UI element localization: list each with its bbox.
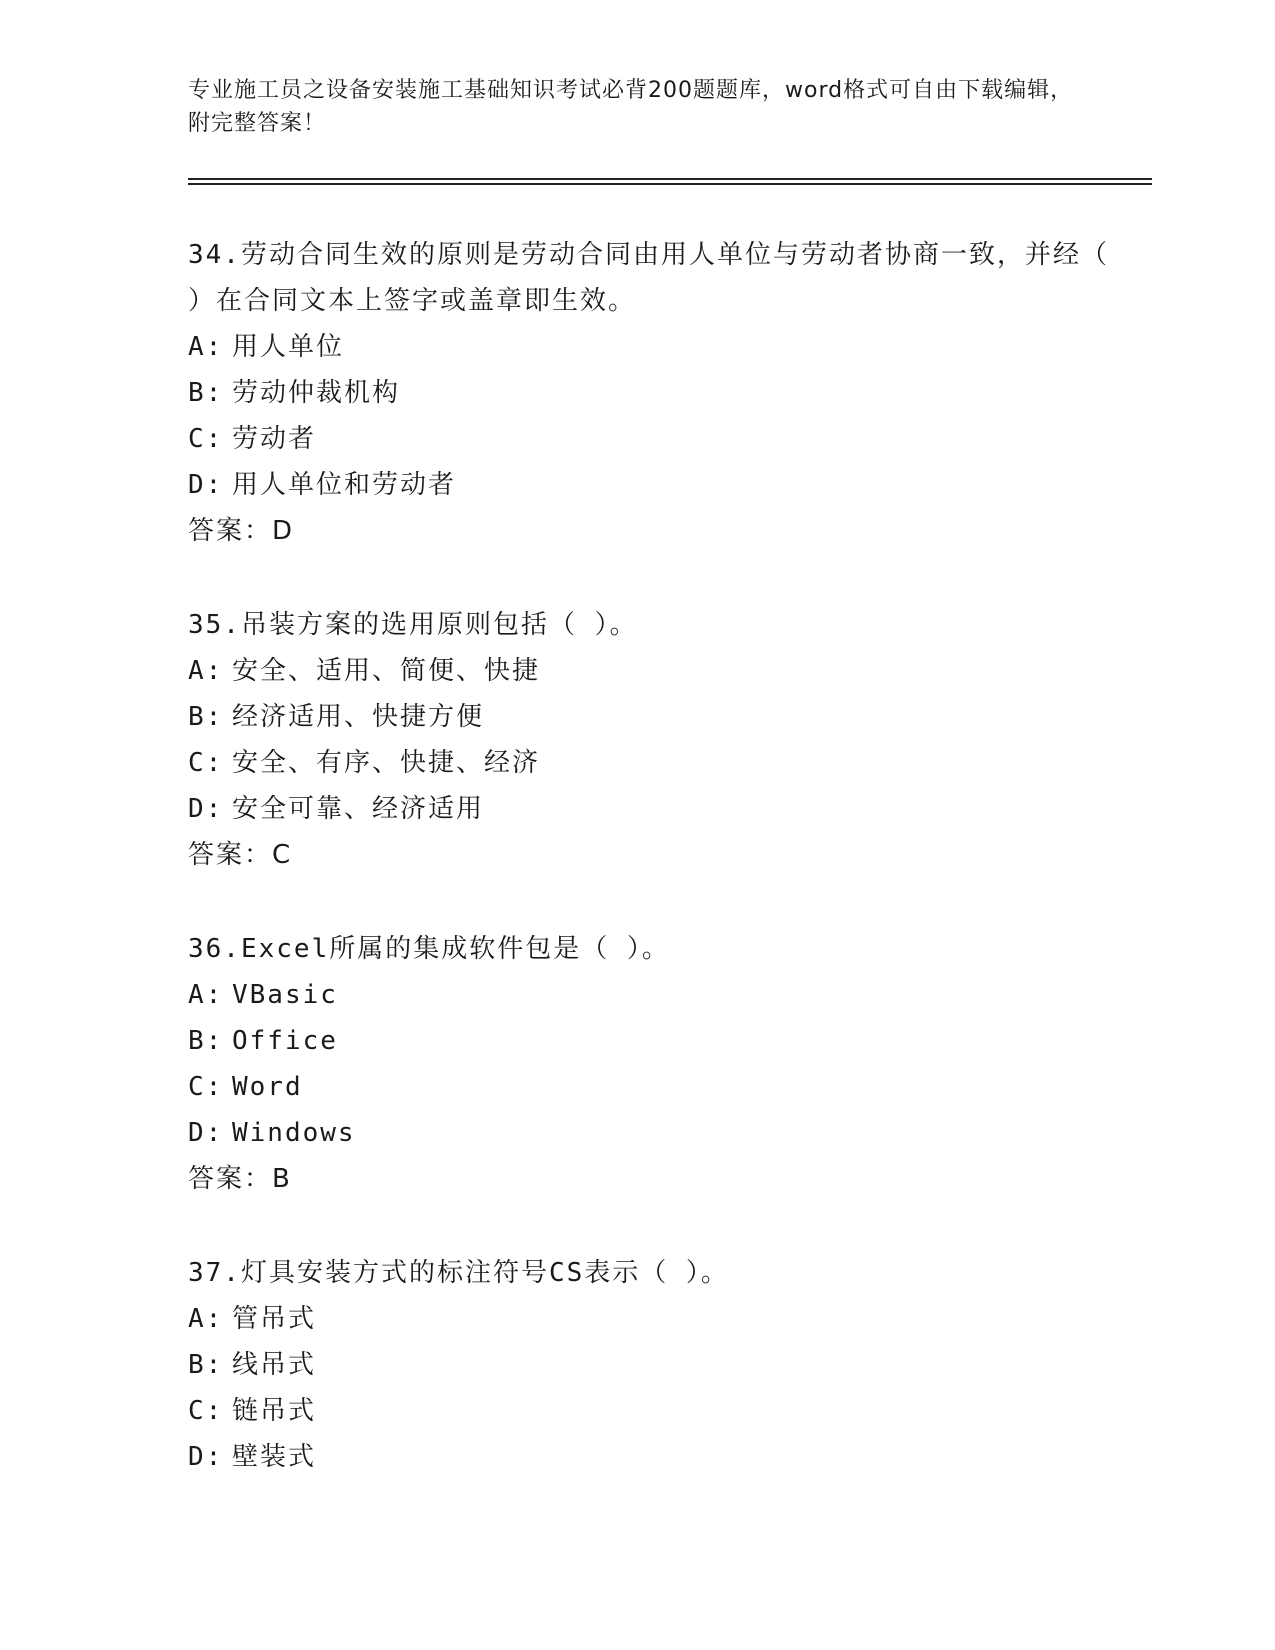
option-letter: C: xyxy=(188,1396,224,1426)
question-35 xyxy=(188,602,1118,878)
question-list xyxy=(188,232,1118,1528)
question-34 xyxy=(188,232,1118,554)
option-d xyxy=(188,462,1118,508)
question-stem: 36.Excel所属的集成软件包是（ ）。 xyxy=(188,934,670,964)
option-text: 链吊式 xyxy=(232,1396,317,1426)
option-letter: A: xyxy=(188,980,224,1010)
option-letter: B: xyxy=(188,1026,224,1056)
option-d xyxy=(188,1434,1118,1480)
option-text: Word xyxy=(232,1072,303,1102)
option-text: 壁装式 xyxy=(232,1442,317,1472)
question-stem: 34.劳动合同生效的原则是劳动合同由用人单位与劳动者协商一致，并经（ ）在合同文本上签字或盖章即生效。 xyxy=(188,240,1109,316)
option-letter: A: xyxy=(188,332,224,362)
option-d xyxy=(188,786,1118,832)
option-letter: C: xyxy=(188,748,224,778)
option-c xyxy=(188,416,1118,462)
option-b xyxy=(188,1342,1118,1388)
option-letter: B: xyxy=(188,378,224,408)
option-text: 经济适用、快捷方便 xyxy=(232,702,485,732)
answer-line: 答案：C xyxy=(188,840,293,870)
option-c xyxy=(188,1064,1118,1110)
option-text: 管吊式 xyxy=(232,1304,317,1334)
option-a xyxy=(188,1296,1118,1342)
option-text: 安全、适用、简便、快捷 xyxy=(232,656,541,686)
option-c xyxy=(188,740,1118,786)
option-letter: B: xyxy=(188,1350,224,1380)
option-b xyxy=(188,370,1118,416)
option-text: 线吊式 xyxy=(232,1350,317,1380)
option-a xyxy=(188,648,1118,694)
question-37 xyxy=(188,1250,1118,1480)
header-divider-top xyxy=(188,178,1152,180)
option-a xyxy=(188,324,1118,370)
header-divider-bottom xyxy=(188,183,1152,185)
option-letter: D: xyxy=(188,1118,224,1148)
option-letter: A: xyxy=(188,656,224,686)
question-36 xyxy=(188,926,1118,1202)
option-letter: D: xyxy=(188,794,224,824)
question-stem: 35.吊装方案的选用原则包括（ ）。 xyxy=(188,610,638,640)
question-stem: 37.灯具安装方式的标注符号CS表示（ ）。 xyxy=(188,1258,729,1288)
option-b xyxy=(188,694,1118,740)
option-letter: D: xyxy=(188,1442,224,1472)
document-header: 专业施工员之设备安装施工基础知识考试必背200题题库，word格式可自由下载编辑，附完整答案！ xyxy=(188,78,1074,136)
answer-line: 答案：B xyxy=(188,1164,292,1194)
option-c xyxy=(188,1388,1118,1434)
option-letter: C: xyxy=(188,424,224,454)
option-text: VBasic xyxy=(232,980,338,1010)
option-letter: A: xyxy=(188,1304,224,1334)
answer-line: 答案：D xyxy=(188,516,295,546)
option-text: 劳动者 xyxy=(232,424,317,454)
option-text: 安全、有序、快捷、经济 xyxy=(232,748,541,778)
option-text: 用人单位 xyxy=(232,332,345,362)
option-a xyxy=(188,972,1118,1018)
option-text: 劳动仲裁机构 xyxy=(232,378,401,408)
option-letter: C: xyxy=(188,1072,224,1102)
option-letter: D: xyxy=(188,470,224,500)
option-text: Windows xyxy=(232,1118,356,1148)
option-text: 用人单位和劳动者 xyxy=(232,470,457,500)
option-letter: B: xyxy=(188,702,224,732)
option-text: 安全可靠、经济适用 xyxy=(232,794,485,824)
option-text: Office xyxy=(232,1026,338,1056)
option-b xyxy=(188,1018,1118,1064)
option-d xyxy=(188,1110,1118,1156)
